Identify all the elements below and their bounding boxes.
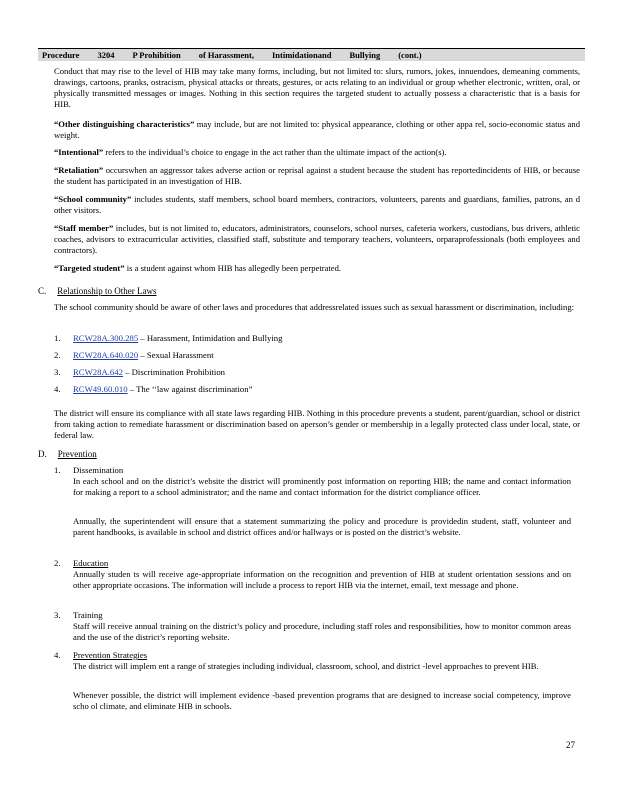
definition-term: “Targeted student”: [54, 263, 125, 273]
section-title: Prevention: [57, 449, 97, 459]
subsection-paragraph: Staff will receive annual training on the district’s policy and procedure, including staff roles and responsibilities, how to monitor common areas and the use of the district’s reporting website.: [73, 621, 571, 643]
definition-paragraph: [54, 194, 580, 216]
header-procedure-label: Procedure: [42, 50, 80, 60]
section-c-heading: [38, 286, 157, 296]
definition-term: “Retaliation”: [54, 165, 104, 175]
subsection-number: 1.: [54, 465, 61, 475]
header-title-part: P Prohibition: [132, 50, 181, 60]
subsection-paragraph: The district will implem ent a range of strategies including individual, classroom, school, and district -level approaches to prevent HIB.: [73, 661, 539, 671]
list-number: 1.: [54, 333, 61, 343]
list-item: [54, 333, 282, 343]
subsection-title: Prevention Strategies: [73, 650, 148, 660]
definition-text: includes students, staff members, school board members, contractors, volunteers, parents and guardians, families, patrons, an d other visitors.: [54, 194, 580, 216]
header-procedure-number: 3204: [97, 50, 115, 60]
subsection-title: Training: [73, 610, 103, 620]
list-description: – Sexual Harassment: [138, 350, 214, 360]
definition-text: refers to the individual’s choice to engage in the act rather than the ultimate impact of the action(s).: [103, 147, 447, 157]
rcw-link[interactable]: RCW28A.642: [73, 367, 123, 377]
section-c-intro: The school community should be aware of other laws and procedures that addressrelated issues such as sexual harassment or discrimination, including:: [54, 302, 575, 312]
definition-text: is a student against whom HIB has allegedly been perpetrated.: [124, 263, 342, 273]
definition-paragraph: [54, 263, 580, 274]
header-title-part: Bullying: [349, 50, 381, 60]
subsection-number: 3.: [54, 610, 61, 620]
definition-text: may include, but are not limited to: physical appearance, clothing or other appa rel, socio-economic status and weight.: [54, 119, 580, 141]
subsection-paragraph: Annually studen ts will receive age-appropriate information on the recognition and prevention of HIB at student orientation sessions and on other appropriate occasions. The information will include a process to report HIB via the internet, email, text message and phone.: [73, 569, 571, 591]
definition-text: occurswhen an aggressor takes adverse action or reprisal against a student because the student has reportedincidents of HIB, or because the student has participated in an investigation of HIB.: [54, 165, 580, 187]
header-title-part: Intimidationand: [271, 50, 332, 60]
list-number: 2.: [54, 350, 61, 360]
definition-paragraph: [54, 147, 580, 158]
definition-paragraph: [54, 223, 580, 256]
rcw-link[interactable]: RCW28A.640.020: [73, 350, 139, 360]
rcw-link[interactable]: RCW49.60.010: [73, 384, 128, 394]
section-letter: D.: [38, 449, 47, 459]
list-description: – Harassment, Intimidation and Bullying: [138, 333, 283, 343]
header-title-part: of Harassment,: [198, 50, 254, 60]
definition-paragraph: [54, 165, 580, 187]
subsection-number: 4.: [54, 650, 61, 660]
definition-term: “School community”: [54, 194, 132, 204]
header-cont-label: (cont.): [398, 50, 422, 60]
intro-paragraph: Conduct that may rise to the level of HIB may take many forms, including, but not limited to: slurs, rumors, jokes, innuendoes, demeaning comments, drawings, cartoons, pranks, ostracism, physical attacks or threats, gestures, or acts relating to an individual or group whether electronic, written, oral, or physically transmitted messages or images. Nothing in this section requires the targeted student to actually possess a characteristic that is a basis for HIB.: [54, 66, 580, 110]
list-number: 4.: [54, 384, 61, 394]
list-description: – Discrimination Prohibition: [122, 367, 226, 377]
rcw-link[interactable]: RCW28A.300.285: [73, 333, 139, 343]
list-item: [54, 350, 214, 360]
section-c-closing: The district will ensure its compliance with all state laws regarding HIB. Nothing in this procedure prevents a student, parent/guardian, school or district from taking action to remediate harassment or discrimination based on aperson’s gender or membership in a legally protected class under local, state, or federal law.: [54, 408, 580, 441]
definition-term: “Intentional”: [54, 147, 104, 157]
section-letter: C.: [38, 286, 47, 296]
definition-text: includes, but is not limited to, educators, administrators, counselors, school nurses, cafeteria workers, custodians, bus drivers, athletic coaches, advisors to extracurricular activities, classified staff, substitute and temporary teachers, volunteers, orparaprofessionals (both employees and contractors).: [54, 223, 580, 256]
section-d-heading: [38, 449, 97, 459]
list-item: [54, 367, 225, 377]
definition-paragraph: [54, 119, 580, 141]
subsection-paragraph: In each school and on the district’s website the district will prominently post information on reporting HIB; the name and contact information for making a report to a school administrator; and the name and contact information for the district compliance officer.: [73, 476, 571, 498]
subsection-title: Education: [73, 558, 109, 568]
list-description: – The ‘‘law against discrimination”: [127, 384, 253, 394]
definition-term: “Staff member”: [54, 223, 114, 233]
subsection-title: Dissemination: [73, 465, 124, 475]
subsection-paragraph: Annually, the superintendent will ensure that a statement summarizing the policy and procedure is providedin student, staff, volunteer and parent handbooks, is available in school and district offices and/or hallways or is posted on the district’s website.: [73, 516, 571, 538]
definition-term: “Other distinguishing characteristics”: [54, 119, 195, 129]
section-title: Relationship to Other Laws: [57, 286, 157, 296]
procedure-header-bar: [38, 48, 585, 61]
subsection-paragraph: Whenever possible, the district will implement evidence -based prevention programs that are designed to increase social competency, improve scho ol climate, and eliminate HIB in schools.: [73, 690, 571, 712]
list-item: [54, 384, 252, 394]
page-number: 27: [566, 740, 575, 750]
list-number: 3.: [54, 367, 61, 377]
subsection-number: 2.: [54, 558, 61, 568]
